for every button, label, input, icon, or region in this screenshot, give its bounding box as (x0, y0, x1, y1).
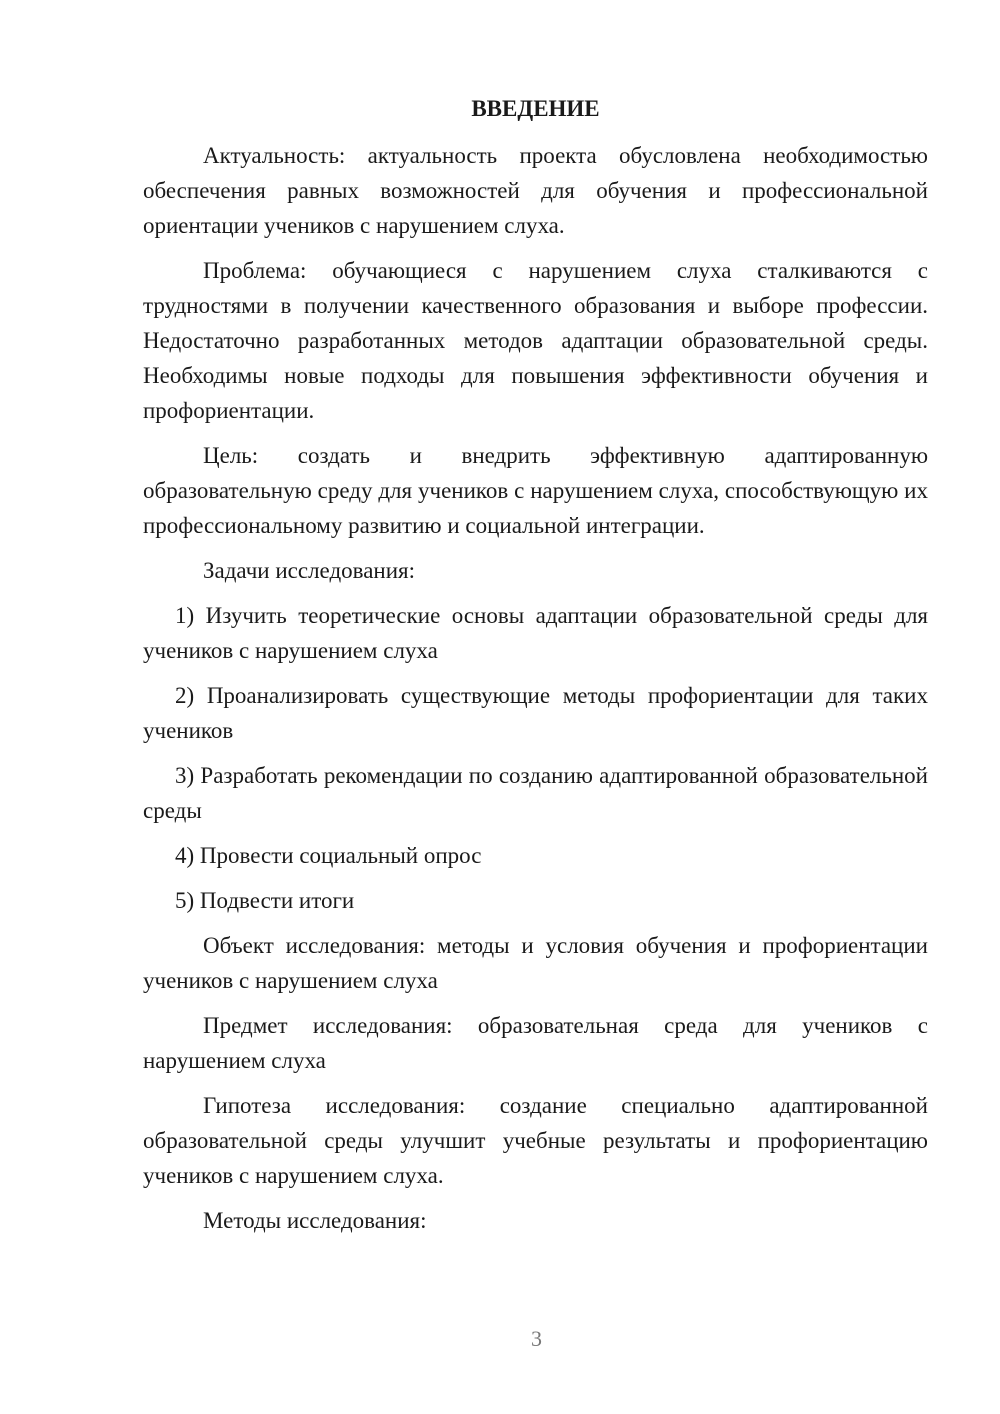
paragraph-problem: Проблема: обучающиеся с нарушением слуха сталкиваются с трудностями в получении качественного образования и выборе профессии. Недостаточно разработанных методов адаптации образовательной среды. Необходимы новые подходы для повышения эффективности обучения и профориентации. (143, 258, 928, 423)
page-content (143, 88, 928, 1248)
task-item-2: 2) Проанализировать существующие методы профориентации для таких учеников (143, 683, 928, 743)
tasks-heading: Задачи исследования: (203, 558, 416, 583)
paragraph-hypothesis: Гипотеза исследования: создание специально адаптированной образовательной среды улучшит учебные результаты и профориентацию учеников с нарушением слуха. (143, 1093, 928, 1188)
paragraph-object: Объект исследования: методы и условия обучения и профориентации учеников с нарушением слуха (143, 933, 928, 993)
methods-heading: Методы исследования: (203, 1208, 427, 1233)
task-item-4: 4) Провести социальный опрос (175, 843, 482, 868)
task-item-3: 3) Разработать рекомендации по созданию адаптированной образовательной среды (143, 763, 928, 823)
page-number: 3 (531, 1326, 542, 1351)
paragraph-relevance: Актуальность: актуальность проекта обусловлена необходимостью обеспечения равных возможностей для обучения и профессиональной ориентации учеников с нарушением слуха. (143, 143, 928, 238)
task-item-5: 5) Подвести итоги (175, 888, 355, 913)
task-item-1: 1) Изучить теоретические основы адаптации образовательной среды для учеников с нарушением слуха (143, 603, 928, 663)
page-title: ВВЕДЕНИЕ (471, 96, 600, 121)
paragraph-goal: Цель: создать и внедрить эффективную адаптированную образовательную среду для учеников с нарушением слуха, способствующую их профессиональному развитию и социальной интеграции. (143, 443, 928, 538)
paragraph-subject: Предмет исследования: образовательная среда для учеников с нарушением слуха (143, 1013, 928, 1073)
